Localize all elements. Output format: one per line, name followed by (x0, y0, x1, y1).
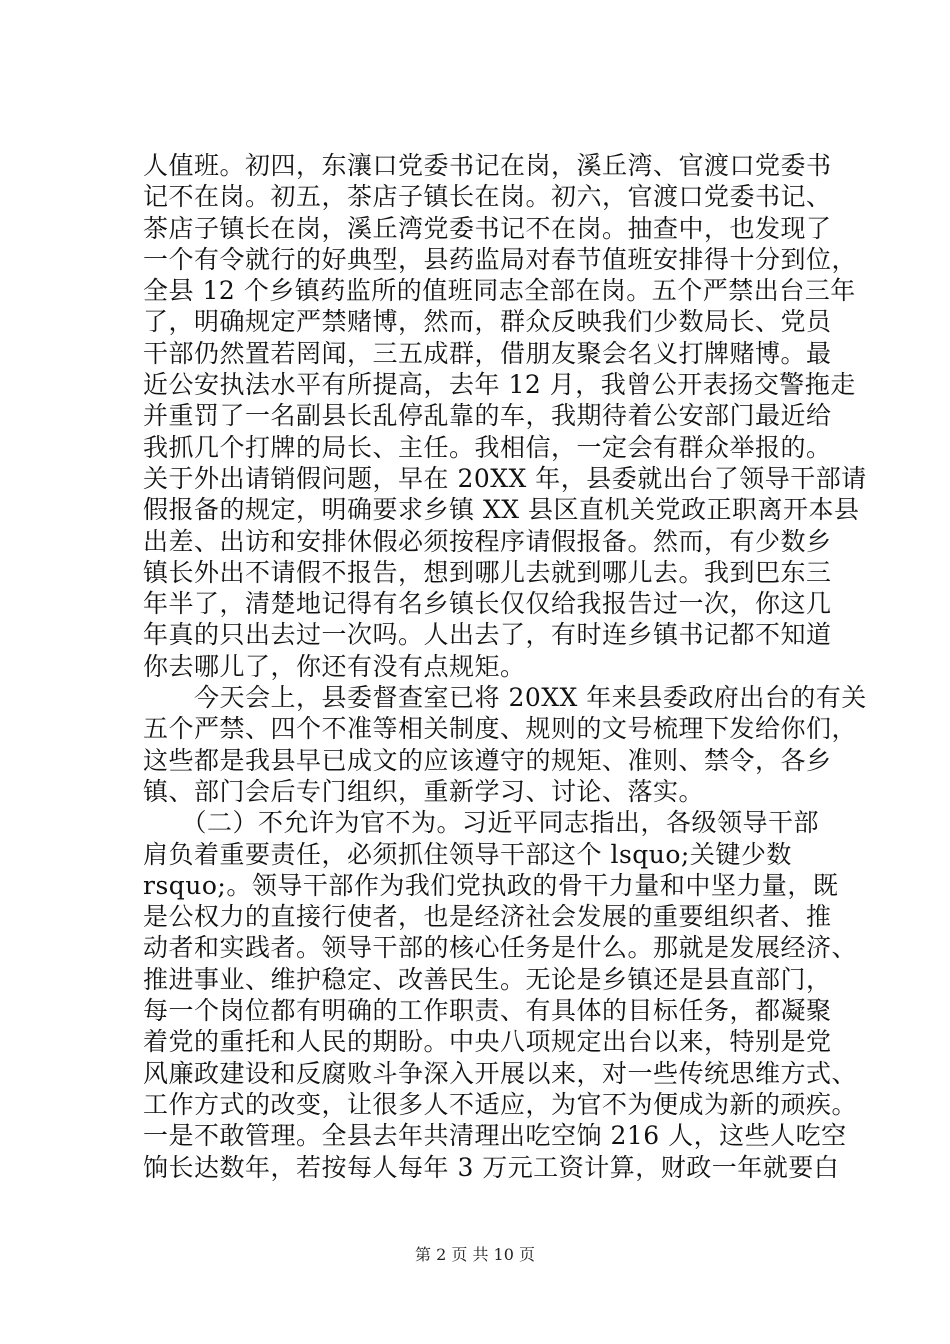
text-line: 着党的重托和人民的期盼。中央八项规定出台以来，特别是党 (143, 1027, 832, 1057)
text-line: 干部仍然置若罔闻，三五成群，借朋友聚会名义打牌赌博。最 (143, 338, 832, 368)
text-line: 出差、出访和安排休假必须按程序请假报备。然而，有少数乡 (143, 526, 832, 556)
text-line: （二）不允许为官不为。习近平同志指出，各级领导干部 (143, 808, 820, 838)
text-line: 了，明确规定严禁赌博，然而，群众反映我们少数局长、党员 (143, 307, 832, 337)
text-line: 假报备的规定，明确要求乡镇 XX 县区直机关党政正职离开本县 (143, 495, 860, 525)
text-line: 我抓几个打牌的局长、主任。我相信，一定会有群众举报的。 (143, 432, 832, 462)
text-line: 今天会上，县委督查室已将 20XX 年来县委政府出台的有关 (143, 683, 867, 713)
text-line: 这些都是我县早已成文的应该遵守的规矩、准则、禁令，各乡 (143, 745, 832, 775)
text-line: 镇长外出不请假不报告，想到哪儿去就到哪儿去。我到巴东三 (143, 557, 832, 587)
text-line: 年半了，清楚地记得有名乡镇长仅仅给我报告过一次，你这几 (143, 589, 832, 619)
text-line: 并重罚了一名副县长乱停乱靠的车，我期待着公安部门最近给 (143, 401, 832, 431)
text-line: 年真的只出去过一次吗。人出去了，有时连乡镇书记都不知道 (143, 620, 832, 650)
text-line: 茶店子镇长在岗，溪丘湾党委书记不在岗。抽查中，也发现了 (143, 213, 832, 243)
text-line: 记不在岗。初五，茶店子镇长在岗。初六，官渡口党委书记、 (143, 182, 832, 212)
text-line: 饷长达数年，若按每人每年 3 万元工资计算，财政一年就要白 (143, 1152, 840, 1182)
text-line: 动者和实践者。领导干部的核心任务是什么。那就是发展经济、 (143, 933, 858, 963)
text-line: 你去哪儿了，你还有没有点规矩。 (143, 651, 526, 681)
text-line: 近公安执法水平有所提高，去年 12 月，我曾公开表扬交警拖走 (143, 370, 856, 400)
text-line: 每一个岗位都有明确的工作职责、有具体的目标任务，都凝聚 (143, 996, 832, 1026)
text-line: 工作方式的改变，让很多人不适应，为官不为便成为新的顽疾。 (143, 1089, 858, 1119)
text-line: 一是不敢管理。全县去年共清理出吃空饷 216 人，这些人吃空 (143, 1121, 847, 1151)
text-line: 人值班。初四，东瀼口党委书记在岗，溪丘湾、官渡口党委书 (143, 151, 832, 180)
text-line: 是公权力的直接行使者，也是经济社会发展的重要组织者、推 (143, 902, 832, 932)
document-body (143, 150, 867, 1183)
text-line: 五个严禁、四个不准等相关制度、规则的文号梳理下发给你们， (143, 714, 858, 744)
text-line: 全县 12 个乡镇药监所的值班同志全部在岗。五个严禁出台三年 (143, 276, 856, 306)
text-line: 镇、部门会后专门组织，重新学习、讨论、落实。 (143, 776, 705, 806)
text-line: 肩负着重要责任，必须抓住领导干部这个 lsquo;关键少数 (143, 839, 792, 869)
text-line: 风廉政建设和反腐败斗争深入开展以来，对一些传统思维方式、 (143, 1058, 858, 1088)
text-line: 一个有令就行的好典型，县药监局对春节值班安排得十分到位， (143, 244, 858, 274)
text-line: 关于外出请销假问题，早在 20XX 年，县委就出台了领导干部请 (143, 463, 867, 493)
page-number-footer: 第 2 页 共 10 页 (415, 1245, 535, 1264)
text-line: 推进事业、维护稳定、改善民生。无论是乡镇还是县直部门， (143, 964, 832, 994)
text-line: rsquo;。领导干部作为我们党执政的骨干力量和中坚力量，既 (143, 870, 839, 900)
